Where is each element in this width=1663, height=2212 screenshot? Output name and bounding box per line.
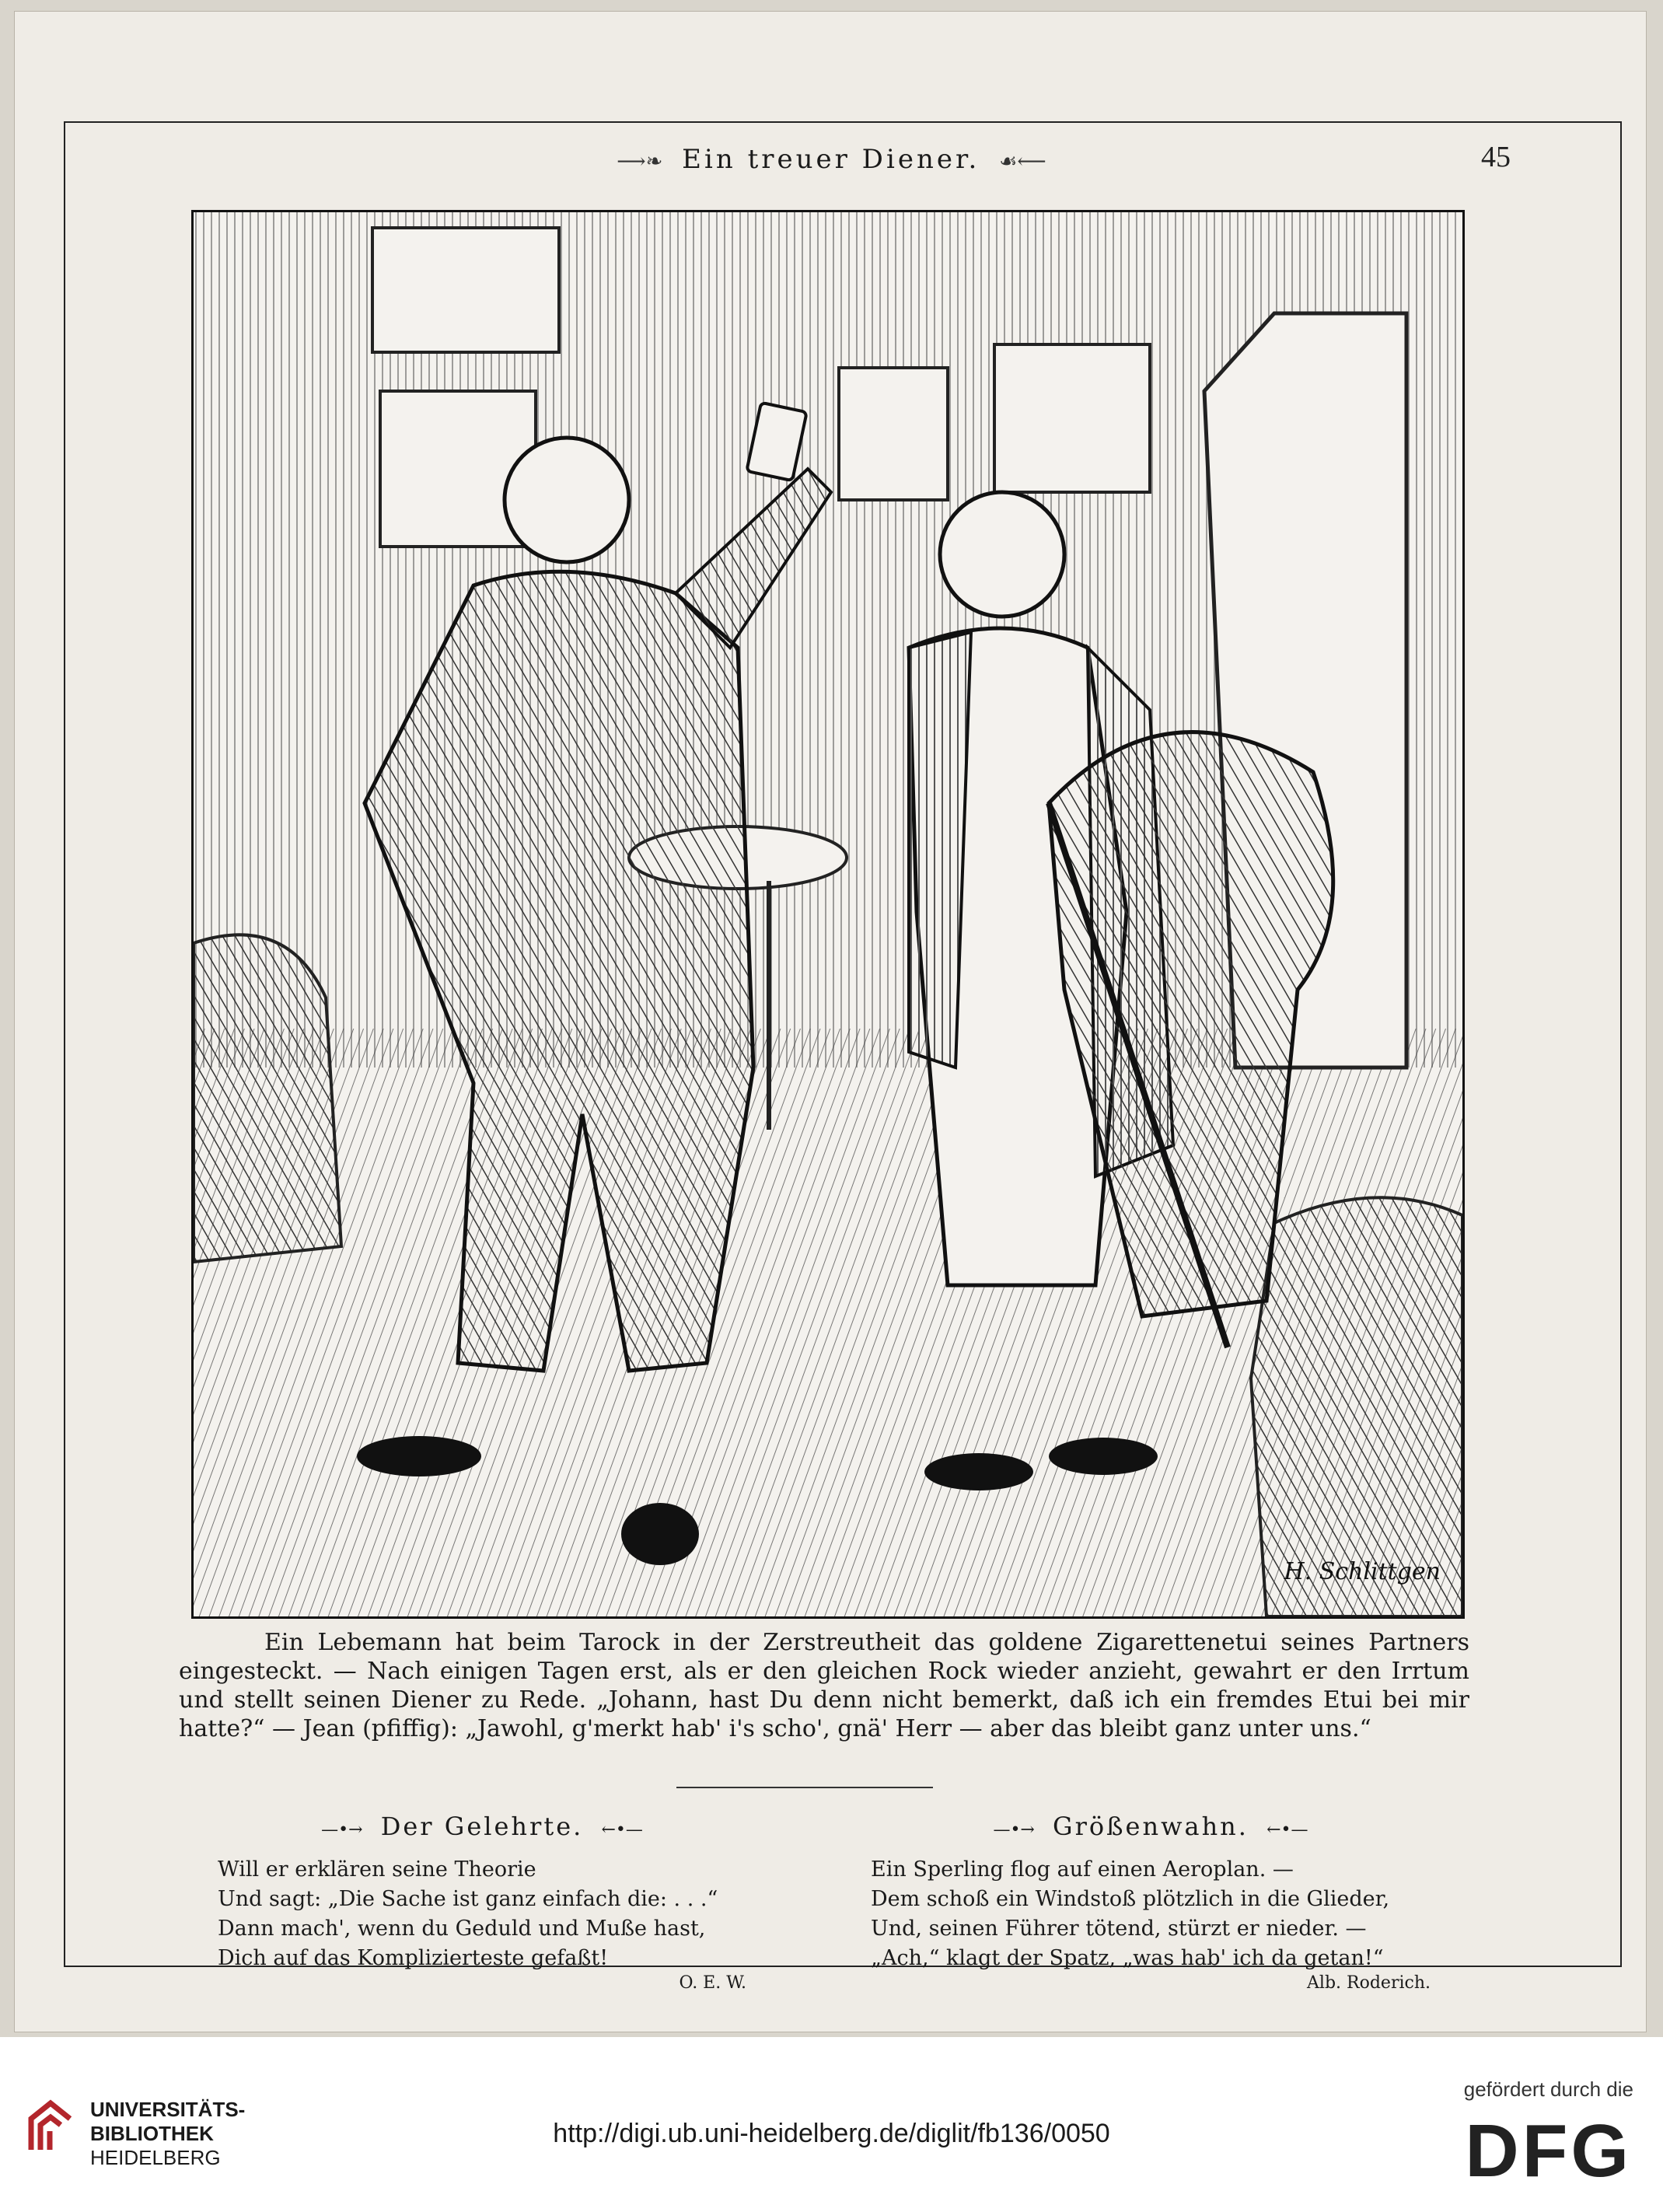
poem-title-text: Der Gelehrte. [380,1812,584,1841]
poem-line: Dich auf das Komplizierteste gefaßt! [218,1946,609,1970]
poem-line: Dem schoß ein Windstoß plötzlich in die Glieder, [871,1887,1390,1911]
poem-title-text: Größenwahn. [1053,1812,1249,1841]
library-name-line3: HEIDELBERG [90,2146,221,2169]
section-divider [676,1787,933,1788]
right-ornament-icon: ☙⟵ [999,150,1046,173]
poem-groessenwahn [871,1812,1431,1993]
cartoon-illustration [191,210,1465,1619]
arrow-left-icon: ←•— [1266,1820,1308,1840]
permalink-url[interactable]: http://digi.ub.uni-heidelberg.de/diglit/fb136/0050 [553,2119,1110,2148]
arrow-left-icon: ←•— [601,1820,643,1840]
illustration-drawing [194,212,1462,1616]
dfg-logo: DFG [1465,2109,1632,2193]
page-number: 45 [1481,141,1511,173]
page-header [0,144,1663,175]
poem-title [871,1812,1431,1841]
poem-line: „Ach,“ klagt der Spatz, „was hab' ich da getan!“ [871,1946,1384,1970]
library-name-line2: BIBLIOTHEK [90,2122,214,2145]
poem-title [218,1812,746,1841]
poem-line: Ein Sperling flog auf einen Aeroplan. — [871,1857,1294,1882]
arrow-right-icon: —•→ [321,1820,363,1840]
illustration-caption: Ein Lebemann hat beim Tarock in der Zerstreutheit das goldene Zigarettenetui seines Partners eingesteckt. — Nach einigen Tagen erst, als er den gleichen Rock wieder anzieht, gewahrt er den Irrtum und stellt seinen Diener zu Rede. „Johann, hast Du denn nicht bemerkt, daß ich ein fremdes Etui bei mir hatte?“ — Jean (pfiffig): „Jawohl, g'merkt hab' i's scho', gnä' Herr — aber das bleibt ganz unter uns.“ [179,1629,1469,1742]
arrow-right-icon: —•→ [993,1820,1035,1840]
poem-line: Will er erklären seine Theorie [218,1857,536,1882]
page-title: Ein treuer Diener. [682,144,980,175]
library-name-line1: UNIVERSITÄTS- [90,2098,246,2121]
poem-der-gelehrte [218,1812,746,1993]
poem-line: Dann mach', wenn du Geduld und Muße hast, [218,1917,706,1941]
poem-author: Alb. Roderich. [1307,1973,1431,1993]
poem-line: Und, seinen Führer tötend, stürzt er nieder. — [871,1917,1367,1941]
poem-line: Und sagt: „Die Sache ist ganz einfach die: . . .“ [218,1887,718,1911]
artist-signature: H. Schlittgen [1284,1558,1441,1585]
left-ornament-icon: ⟶❧ [617,150,663,173]
funding-note: gefördert durch die [1463,2077,1633,2101]
poem-author: O. E. W. [679,1973,746,1993]
